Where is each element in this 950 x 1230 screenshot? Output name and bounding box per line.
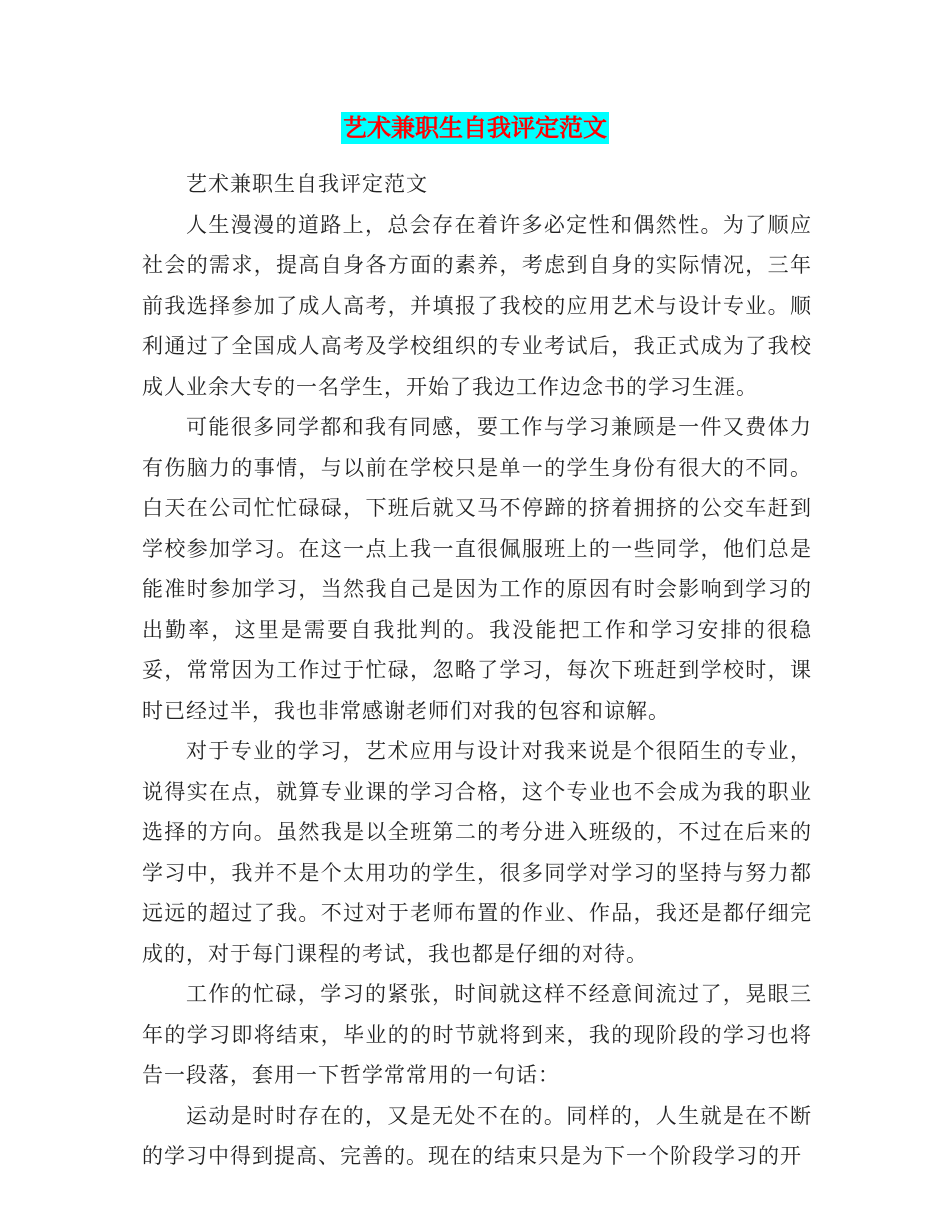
paragraph: 可能很多同学都和我有同感，要工作与学习兼顾是一件又费体力有伤脑力的事情，与以前在学校只是单一的学生身份有很大的不同。白天在公司忙忙碌碌，下班后就又马不停蹄的挤着拥挤的公交车赶到学校参加学习。在这一点上我一直很佩服班上的一些同学，他们总是能准时参加学习，当然我自己是因为工作的原因有时会影响到学习的出勤率，这里是需要自我批判的。我没能把工作和学习安排的很稳妥，常常因为工作过于忙碌，忽略了学习，每次下班赶到学校时，课时已经过半，我也非常感谢老师们对我的包容和谅解。 — [142, 415, 812, 723]
paragraph: 运动是时时存在的，又是无处不在的。同样的，人生就是在不断的学习中得到提高、完善的。现在的结束只是为下一个阶段学习的开 — [142, 1103, 812, 1168]
paragraph: 对于专业的学习，艺术应用与设计对我来说是个很陌生的专业，说得实在点，就算专业课的学习合格，这个专业也不会成为我的职业选择的方向。虽然我是以全班第二的考分进入班级的，不过在后来的学习中，我并不是个太用功的学生，很多同学对学习的坚持与努力都远远的超过了我。不过对于老师布置的作业、作品，我还是都仔细完成的，对于每门课程的考试，我也都是仔细的对待。 — [142, 739, 812, 966]
document-body — [142, 164, 812, 1177]
title-container — [0, 112, 950, 144]
paragraph: 工作的忙碌，学习的紧张，时间就这样不经意间流过了，晃眼三年的学习即将结束，毕业的的时节就将到来，我的现阶段的学习也将告一段落，套用一下哲学常常用的一句话： — [142, 982, 812, 1087]
document-title: 艺术兼职生自我评定范文 — [343, 113, 607, 142]
paragraph: 人生漫漫的道路上，总会存在着许多必定性和偶然性。为了顺应社会的需求，提高自身各方面的素养，考虑到自身的实际情况，三年前我选择参加了成人高考，并填报了我校的应用艺术与设计专业。顺利通过了全国成人高考及学校组织的专业考试后，我正式成为了我校成人业余大专的一名学生，开始了我边工作边念书的学习生涯。 — [142, 212, 812, 399]
paragraph-subtitle: 艺术兼职生自我评定范文 — [186, 172, 428, 196]
